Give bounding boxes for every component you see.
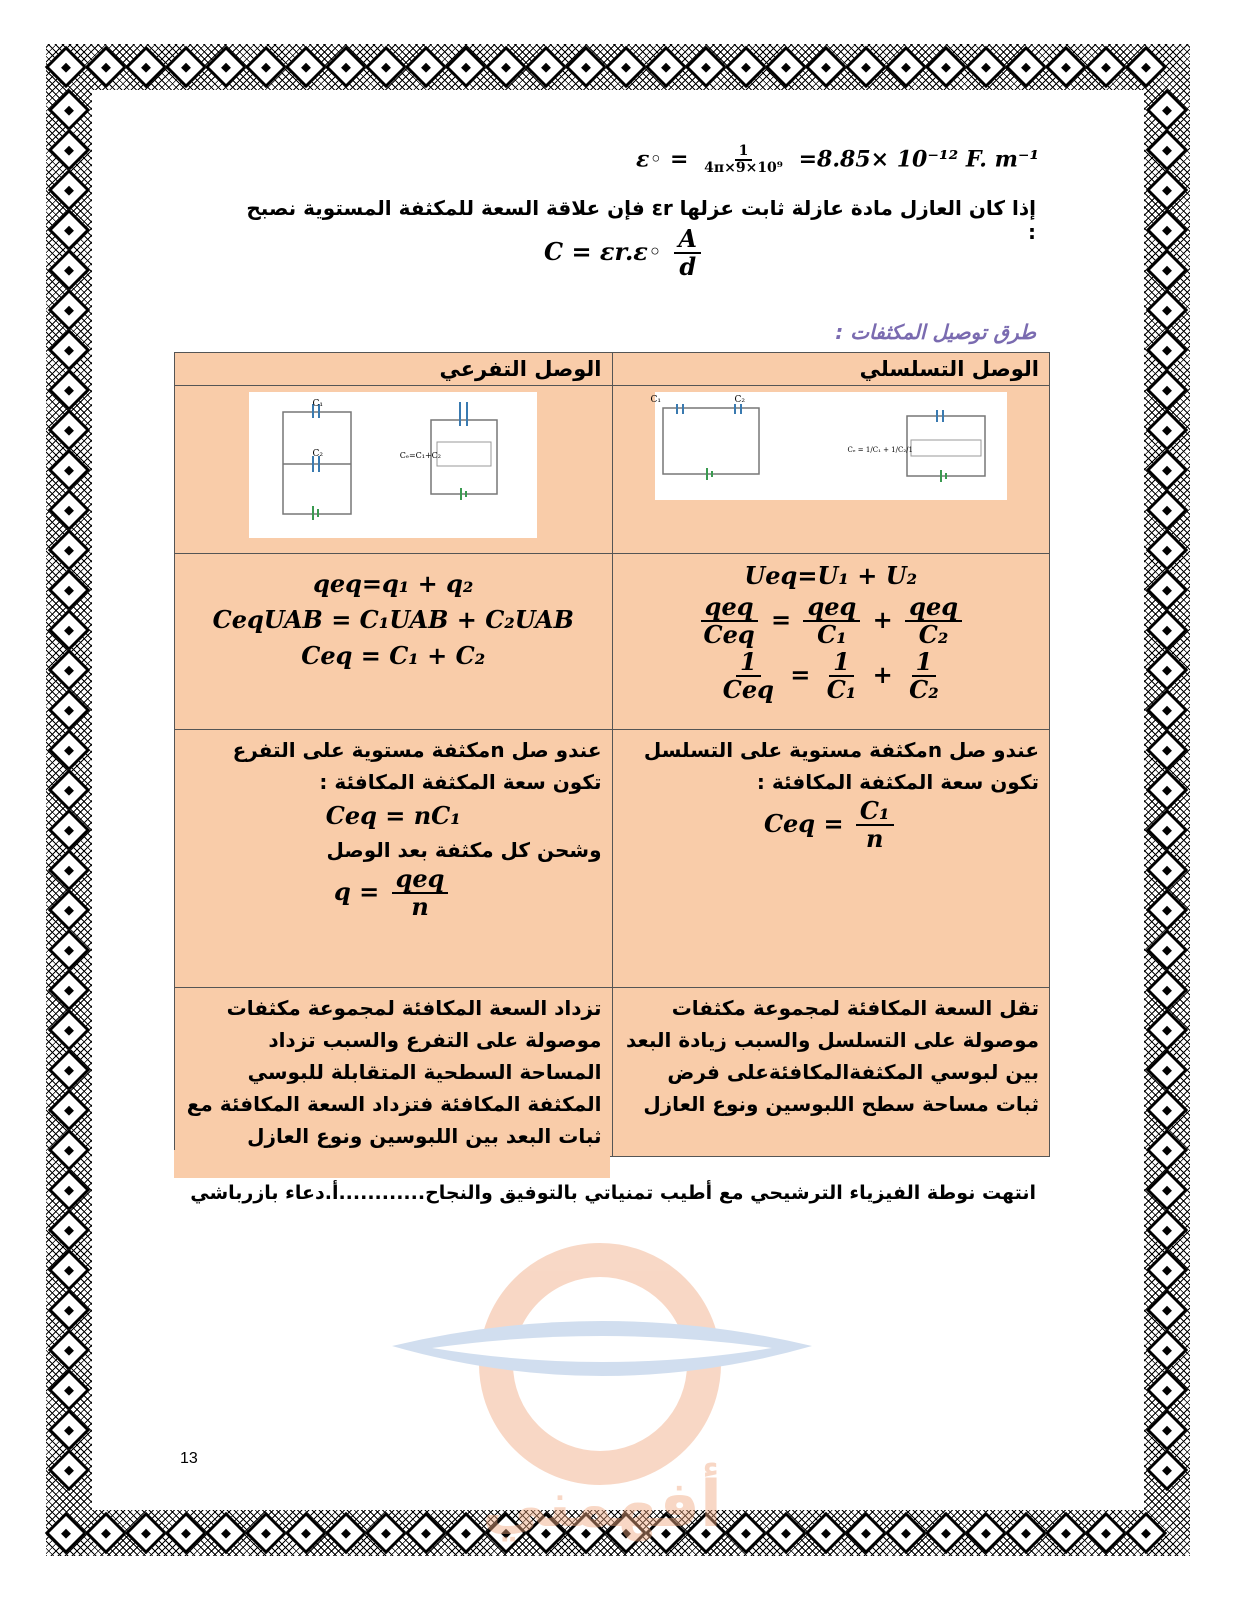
parallel-circuit-diagram [249,392,537,538]
watermark-logo [372,1236,832,1542]
section-title: طرق توصيل المكثفات : [835,320,1036,344]
parallel-circuit-cell [175,386,613,554]
eps0-formula: ε◦ = $\frac{1}{\text{4π×9×10⁹}}$ =8.85× 10⁻¹² F. m⁻¹ [636,143,1040,177]
capacitor-connection-table [174,352,1050,1157]
parallel-charge-text: وشحن كل مكثفة بعد الوصل [326,838,602,862]
parallel-equations-cell [175,554,613,730]
parallel-c1-label: C₁ [312,399,324,409]
page-number: 13 [180,1450,198,1467]
series-equations-cell [612,554,1050,730]
parallel-sum-eq: CeqUAB = C₁UAB + C₂UAB [212,605,574,634]
parallel-eq-label: Cₑ=C₁+C₂ [399,451,442,460]
series-c2-label: C₂ [734,395,745,405]
parallel-n-cell [175,730,613,988]
parallel-c2-label: C₂ [312,449,324,459]
series-voltage-eq: Ueq=U₁ + U₂ [744,561,918,590]
watermark-text: أفهمني [482,1468,722,1542]
series-eq-label: 1/Cₑ = 1/C₁ + 1/C₂ [847,446,913,454]
series-reason-text: تقل السعة المكافئة لمجموعة مكثفات موصولة على التسلسل والسبب زيادة البعد بين لبوسي المكثفةالمكافئةعلى فرض ثبات مساحة سطح اللبوسين ونوع العازل [625,996,1039,1116]
series-reason-cell [612,988,1050,1157]
parallel-header: الوصل التفرعي [175,353,613,386]
series-circuit-cell [612,386,1050,554]
closing-text: انتهت نوطة الفيزياء الترشيحي مع أطيب تمنياتي بالتوفيق والنجاح............أ.دعاء بازرباشي [190,1182,1036,1204]
table-footer-strip [174,1150,610,1178]
parallel-n-text: عندو صل nمكثفة مستوية على التفرع تكون سعة المكثفة المكافئة : [232,738,602,794]
series-n-cell [612,730,1050,988]
series-charge-eq: $\frac{\text{qeq}}{\text{Ceq}}$ = $\frac{\text{qeq}}{\text{C₁}}$ + $\frac{\text{qeq}}{\text{C₂}}$ [623,594,1040,649]
series-n-formula: Ceq = $\frac{\text{C₁}}{n}$ [623,798,1040,853]
parallel-charge-eq: qeq=q₁ + q₂ [313,569,474,598]
dielectric-sentence: إذا كان العازل مادة عازلة ثابت عزلها εr فإن علاقة السعة للمكثفة المستوية نصبح : [246,196,1036,244]
parallel-capacitance-eq: Ceq = C₁ + C₂ [301,641,486,670]
series-header: الوصل التسلسلي [612,353,1050,386]
series-c1-label: C₁ [650,395,661,405]
series-circuit-diagram [650,392,1007,500]
series-capacitance-eq: $\frac{1}{\text{Ceq}}$ = $\frac{1}{\text{C₁}}$ + $\frac{1}{\text{C₂}}$ [722,646,939,705]
parallel-charge-formula: q = $\frac{\text{qeq}}{n}$ [185,866,602,921]
series-n-text: عندو صل nمكثفة مستوية على التسلسل تكون سعة المكثفة المكافئة : [643,738,1039,794]
capacitance-formula: C = εr.ε◦ $\frac{A}{d}$ [544,226,705,281]
parallel-reason-text: تزداد السعة المكافئة لمجموعة مكثفات موصولة على التفرع والسبب تزداد المساحة السطحية المتقابلة للبوسي المكثفة المكافئة فتزداد السعة المكافئة مع ثبات البعد بين اللبوسين ونوع العازل [186,996,602,1148]
parallel-reason-cell [175,988,613,1157]
parallel-n-formula: Ceq = nC₁ [325,801,461,830]
